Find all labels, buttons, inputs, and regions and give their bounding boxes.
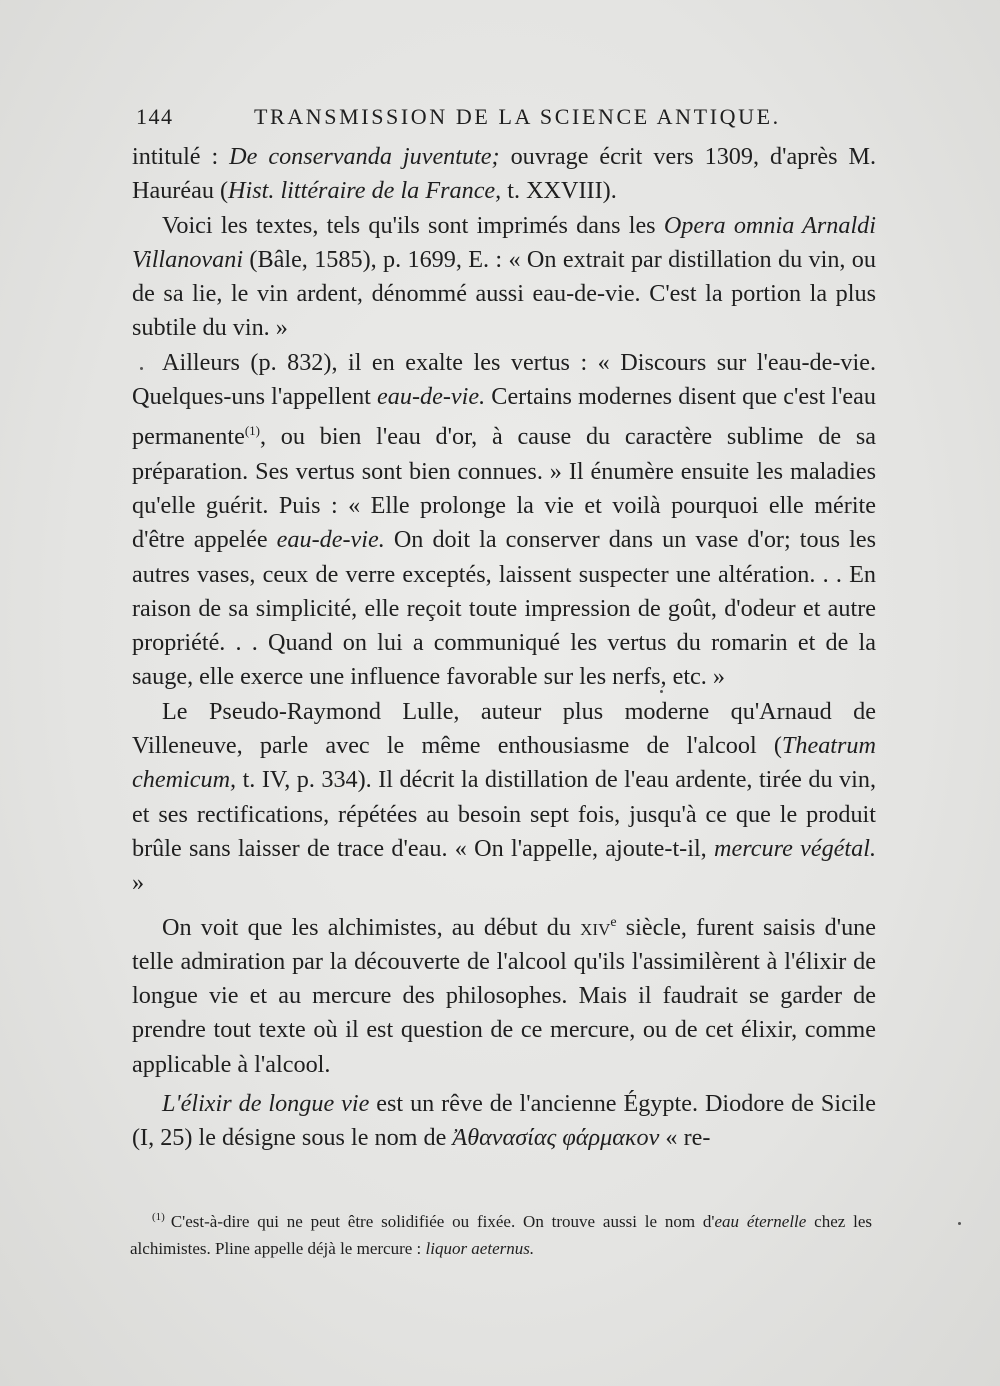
p2-text-a: Voici les textes, tels qu'ils sont imprimés dans les bbox=[162, 211, 664, 239]
p1-text-a: intitulé : bbox=[132, 143, 230, 170]
paragraph-4 bbox=[132, 695, 876, 901]
p1-reference-italic: Hist. littéraire de la France, bbox=[228, 177, 502, 205]
body-text bbox=[132, 140, 876, 1156]
p5-text-d: siècle, furent saisis d'une telle admiration par la découverte de l'alcool qu'ils l'assimilèrent à l'élixir de longue vie et au mercure des philosophes. Mais il faudrait se garder de prendre tout texte où il est question de ce mercure, ou de cet élixir, comme applicable à l'alcool. bbox=[132, 913, 876, 1078]
p3-italic-b: eau-de-vie. bbox=[377, 383, 486, 411]
paragraph-1 bbox=[132, 140, 876, 209]
paper-speck bbox=[660, 690, 663, 693]
p4-title-italic: Theatrum chemicum, bbox=[132, 732, 876, 794]
p4-italic-d: mercure végétal. bbox=[714, 834, 876, 862]
p5-century-suffix: e bbox=[610, 914, 617, 930]
running-title: TRANSMISSION DE LA SCIENCE ANTIQUE. bbox=[254, 104, 781, 129]
p6-greek-phrase: Ἀθανασίας φάρμακον bbox=[452, 1124, 660, 1152]
p3-italic-e: eau-de-vie. bbox=[276, 526, 385, 554]
footnote-mark: (1) bbox=[152, 1211, 165, 1223]
p3-text-c: Certains modernes disent que c'est l'eau permanente bbox=[132, 383, 877, 451]
p1-text-c: ouvrage écrit vers 1309, d'après M. Hauréau ( bbox=[132, 143, 876, 205]
p5-text-a: On voit que les alchimistes, au début du bbox=[162, 913, 581, 941]
footnote-text-a: C'est-à-dire qui ne peut être solidifiée ou fixée. On trouve aussi le nom d' bbox=[170, 1212, 715, 1231]
paragraph-6 bbox=[132, 1087, 876, 1156]
p4-text-a: Le Pseudo-Raymond Lulle, auteur plus moderne qu'Arnaud de Villeneuve, parle avec le même enthousiasme de l'alcool ( bbox=[132, 697, 876, 760]
paragraph-2 bbox=[132, 209, 876, 346]
paragraph-3 bbox=[132, 346, 876, 695]
paper-speck bbox=[140, 367, 143, 370]
p4-text-c: t. IV, p. 334). Il décrit la distillation de l'eau ardente, tirée du vin, et ses rectifications, répétées au besoin sept fois, jusqu'à ce que le produit brûle sans laisser de trace d'eau. « On l'appelle, ajoute-t-il, bbox=[132, 766, 876, 862]
page-number: 144 bbox=[136, 104, 174, 129]
footnote-1 bbox=[130, 1204, 872, 1262]
p2-text-c: (Bâle, 1585), p. 1699, E. : « On extrait par distillation du vin, ou de sa lie, le vin ardent, dénommé aussi eau-de-vie. C'est la portion la plus subtile du vin. » bbox=[132, 245, 876, 342]
footnote-ref: (1) bbox=[244, 423, 260, 439]
p4-text-e: » bbox=[132, 869, 145, 897]
p6-text-d: « re- bbox=[659, 1124, 711, 1152]
p6-italic-a: L'élixir de longue vie bbox=[162, 1090, 370, 1118]
p3-text-f: On doit la conserver dans un vase d'or; tous les autres vases, ceux de verre exceptés, laissent suspecter une altération. . . En raison de sa simplicité, elle reçoit toute impression de goût, d'odeur et autre propriété. . . Quand on lui a communiqué les vertus du romarin et de la sauge, elle exerce une influence favorable sur les nerfs, etc. » bbox=[132, 526, 876, 691]
p3-text-d: , ou bien l'eau d'or, à cause du caractère sublime de sa préparation. Ses vertus sont bien connues. » Il énumère ensuite les maladies qu'elle guérit. Puis : « Elle prolonge la vie et voilà pourquoi elle mérite d'être appelée bbox=[132, 423, 876, 554]
p1-text-e: t. XXVIII). bbox=[501, 177, 617, 205]
p3-text-a: Ailleurs (p. 832), il en exalte les vertus : « Discours sur l'eau-de-vie. Quelques-uns l'appellent bbox=[132, 348, 876, 411]
footnote-italic-b: eau éternelle bbox=[714, 1212, 807, 1231]
p1-title-italic: De conservanda juventute; bbox=[229, 143, 500, 170]
paragraph-5 bbox=[132, 906, 876, 1083]
book-page bbox=[132, 96, 876, 1156]
page-header bbox=[132, 96, 876, 140]
p6-text-b: est un rêve de l'ancienne Égypte. Diodore de Sicile (I, 25) le désigne sous le nom de bbox=[132, 1090, 876, 1152]
p5-century: xiv bbox=[580, 913, 611, 941]
p2-title-italic: Opera omnia Arnaldi Villanovani bbox=[132, 211, 876, 273]
footnotes bbox=[130, 1204, 872, 1262]
footnote-text-c: chez les alchimistes. Pline appelle déjà le mercure : bbox=[130, 1212, 872, 1258]
paper-speck bbox=[958, 1222, 961, 1225]
footnote-italic-d: liquor aeternus. bbox=[425, 1239, 535, 1258]
